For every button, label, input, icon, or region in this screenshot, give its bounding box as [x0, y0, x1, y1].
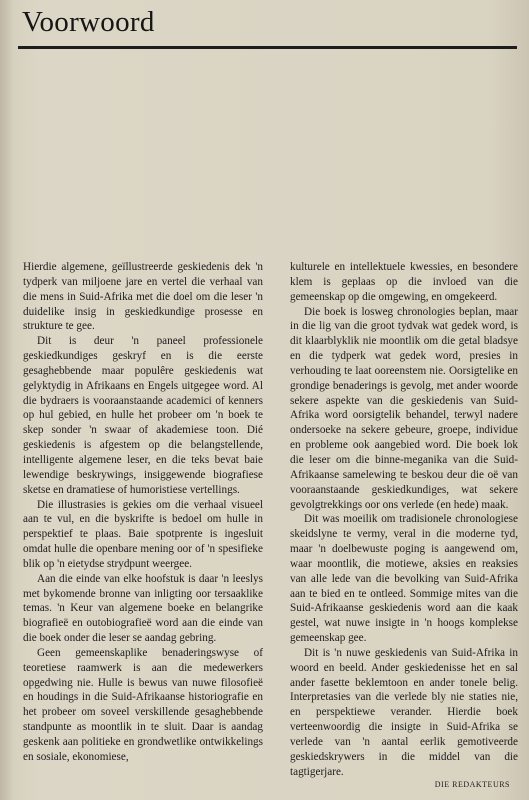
paragraph: Dit is 'n nuwe geskiedenis van Suid-Afrika in woord en beeld. Ander geskiedenisse het en sal ander fasette beklemtoon en ander tonele belig. Interpretasies van die verlede bly nie staties nie, en perspektiewe verander. Hierdie boek verteenwoordig die insigte in Suid-Afrika se verlede van 'n aantal eerlik gemotiveerde geskiedskrywers in die middel van die tagtigerjare. [290, 646, 518, 778]
paragraph: Dit was moeilik om tradisionele chronologiese skeidslyne te vermy, veral in die moderne tyd, maar 'n doelbewuste poging is aangewend om, waar moontlik, die motiewe, aksies en reaksies van alle lede van die bevolking van Suid-Afrika aan te bied en te ontleed. Sommige mites van die Suid-Afrikaanse geskiedenis word aan die kaak gestel, wat nuwe insigte in 'n hoogs komplekse gemeenskap gee. [290, 513, 518, 645]
paragraph: Die boek is losweg chronologies beplan, maar in die lig van die groot tydvak wat gedek word, is dit klaarblyklik nie moontlik om die getal bladsye en die tydperk wat gedek word, presies in verhouding te laat ooreenstem nie. Oorsigtelike en grondige benaderings is gevolg, met ander woorde sekere aspekte van die geskiedenis van Suid-Afrika word oorsigtelik behandel, terwyl nadere ondersoeke na sekere gebeure, groepe, individue en probleme ook aangebied word. Die boek lok die leser om die binne-meganika van die Suid-Afrikaanse samelewing te beskou deur die oë van vooraanstaande geskiedkundiges, wat sekere gevolgtrekkings oor ons verlede (en hede) maak. [290, 305, 518, 511]
page-title: Voorwoord [22, 6, 155, 38]
title-rule [18, 46, 517, 49]
paragraph: Die illustrasies is gekies om die verhaal visueel aan te vul, en die byskrifte is bedoel om hulle in perspektief te plaas. Baie spotprente is ingesluit omdat hulle die openbare mening oor of 'n spesifieke blik op 'n eietydse strydpunt weergee. [23, 498, 263, 570]
paragraph: Aan die einde van elke hoofstuk is daar 'n leeslys met bykomende bronne van inligting oor tersaaklike temas. 'n Keur van algemene boeke en belangrike biografieë en outobiografieë word aan die einde van die boek onder die leser se aandag gebring. [23, 572, 263, 645]
paragraph: kulturele en intellektuele kwessies, en besondere klem is geplaas op die invloed van die gemeenskap op die omgewing, en omgekeerd. [290, 261, 518, 303]
right-column [290, 260, 518, 792]
show-through-text [22, 110, 502, 140]
paragraph: Hierdie algemene, geïllustreerde geskiedenis dek 'n tydperk van miljoene jare en vertel die verhaal van die mens in Suid-Afrika met die doel om die leser 'n duidelike insig in geskiedkundige prosesse en strukture te gee. [23, 261, 263, 333]
paragraph: Dit is deur 'n paneel professionele geskiedkundiges geskryf en is die eerste gesaghebbende maar populêre geskiedenis wat gelyktydig in Afrikaans en Engels uitgegee word. Al die bydraers is vooraanstaande academici of kenners op hul gebied, en hulle het probeer om 'n boek te skep sonder 'n swaar of akademiese toon. Dié geskiedenis is afgestem op die belangstellende, intelligente algemene leser, en die teks bevat baie lewendige beskrywings, insiggewende biografiese sketse en dramatiese of humoristiese vertellings. [23, 335, 263, 496]
left-column [23, 260, 263, 765]
paragraph: Geen gemeenskaplike benaderingswyse of teoretiese raamwerk is aan die medewerkers opgedwing nie. Hulle is bewus van nuwe filosofieë en houdings in die Suid-Afrikaanse historiografie en het probeer om soveel verskillende gesaghebbende standpunte as moontlik in te sluit. Daar is aandag geskenk aan politieke en grondwetlike ontwikkelings en sosiale, ekonomiese, [23, 646, 263, 763]
signature: DIE REDAKTEURS [434, 779, 510, 789]
